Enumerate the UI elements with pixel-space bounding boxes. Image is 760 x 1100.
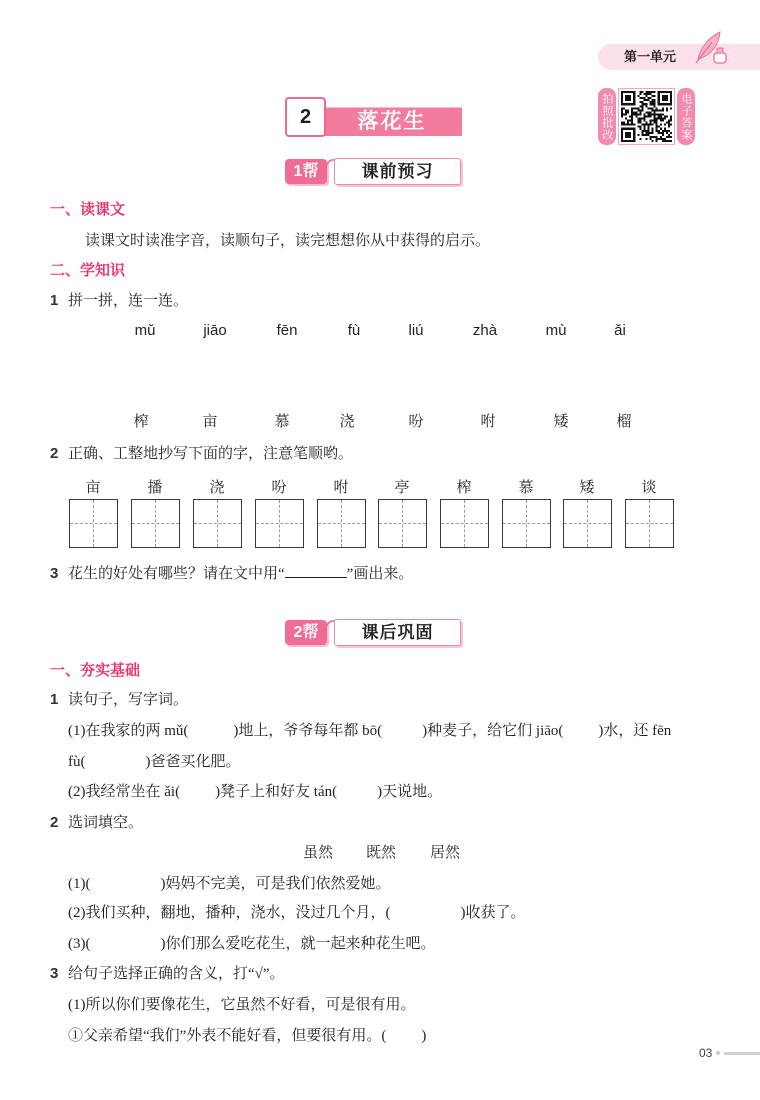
lesson-number: 2	[285, 97, 326, 137]
section1-badge: 1帮	[285, 159, 327, 184]
sentence-part: (2)我经常坐在 ǎi(	[68, 784, 181, 800]
copy-character: 榨	[456, 480, 472, 496]
writing-grid-box	[131, 499, 180, 548]
page-number-rule	[724, 1052, 760, 1055]
section1-part1-heading: 一、读课文	[50, 201, 126, 218]
character-item: 榨	[133, 414, 149, 430]
sentence-part: fù(	[68, 754, 86, 770]
pinyin-item: fù	[347, 322, 361, 339]
fill-item	[68, 874, 391, 894]
question-text: 给句子选择正确的含义，打“√”。	[68, 966, 285, 982]
sentence-part: )种麦子，给它们 jiāo(	[422, 723, 564, 739]
sentence-part: )收获了。	[460, 905, 526, 921]
pinyin-item: ǎi	[614, 322, 626, 339]
writing-grid-box	[255, 499, 304, 548]
sentence-line	[68, 721, 671, 741]
character-item: 矮	[553, 414, 569, 430]
sentence-part: )地上，爷爷每年都 bō(	[233, 723, 383, 739]
quoted-sentence: (1)所以你们要像花生，它虽然不好看，可是很有用。	[68, 997, 416, 1013]
pinyin-item: zhà	[472, 322, 498, 339]
section2-badge: 2帮	[285, 620, 327, 645]
sentence-part: )天说地。	[377, 784, 443, 800]
word-choice: 既然	[366, 845, 397, 861]
sentence-part: )水，还 fēn	[598, 723, 672, 739]
sentence-part: (1)(	[68, 876, 91, 892]
qr-modules	[621, 91, 672, 142]
character-item: 慕	[274, 414, 290, 430]
sentence-part: )妈妈不完美，可是我们依然爱她。	[160, 876, 391, 892]
writing-grid-box	[317, 499, 366, 548]
question-text: 正确、工整地抄写下面的字，注意笔顺哟。	[68, 446, 354, 462]
underline-mark	[285, 564, 347, 578]
qr-code-icon	[621, 91, 672, 142]
section1-part1-text: 读课文时读准字音，读顺句子，读完想想你从中获得的启示。	[85, 233, 491, 249]
sentence-part: (2)我们买种，翻地，播种，浇水，没过几个月，(	[68, 905, 391, 921]
sentence-line	[68, 782, 442, 802]
sentence-part: (1)在我家的两 mǔ(	[68, 723, 189, 739]
section2-title: 课后巩固	[334, 619, 461, 646]
unit-tab	[598, 44, 760, 70]
copy-character: 谈	[641, 480, 657, 496]
sentence-part: )爸爸买化肥。	[145, 754, 241, 770]
character-item: 亩	[202, 414, 218, 430]
writing-grid-box	[625, 499, 674, 548]
qr-code-frame	[618, 88, 675, 145]
option-text: ①父亲希望“我们”外表不能好看，但要很有用。(	[68, 1028, 387, 1044]
copy-character: 矮	[579, 480, 595, 496]
section2-part1-heading: 一、夯实基础	[50, 662, 141, 679]
question-number: 1	[50, 292, 59, 309]
character-item: 浇	[339, 414, 355, 430]
question-number: 3	[50, 965, 59, 982]
pinyin-item: jiāo	[203, 322, 227, 339]
qr-right-label: 电子答案	[677, 88, 695, 145]
unit-tab-label: 第一单元	[624, 49, 677, 64]
word-choice: 居然	[430, 845, 461, 861]
fill-item	[68, 903, 526, 923]
option-item	[68, 1026, 426, 1046]
copy-character: 亭	[394, 480, 410, 496]
character-item: 咐	[480, 414, 496, 430]
writing-grid-box	[378, 499, 427, 548]
question-text-after: ”画出来。	[346, 566, 414, 582]
qr-left-label: 拍照批改	[598, 88, 616, 145]
section1-part2-heading: 二、学知识	[50, 262, 126, 279]
writing-grid-box	[440, 499, 489, 548]
section1-title: 课前预习	[334, 158, 461, 185]
lesson-title: 落花生	[322, 107, 462, 136]
writing-grid-box	[193, 499, 242, 548]
page-number-dot	[716, 1051, 720, 1055]
question-number: 2	[50, 445, 59, 462]
question-text	[68, 564, 413, 584]
sentence-line	[68, 752, 241, 772]
sentence-part: )你们那么爱吃花生，就一起来种花生吧。	[160, 936, 436, 952]
pinyin-item: liú	[408, 322, 424, 339]
question-number: 2	[50, 814, 59, 831]
copy-character: 慕	[518, 480, 534, 496]
pinyin-item: mǔ	[134, 322, 156, 339]
copy-character: 亩	[85, 480, 101, 496]
question-text: 选词填空。	[68, 815, 144, 831]
option-text: )	[421, 1028, 427, 1044]
writing-grid-box	[69, 499, 118, 548]
pinyin-item: fēn	[276, 322, 298, 339]
character-item: 吩	[408, 414, 424, 430]
word-choice: 虽然	[303, 845, 334, 861]
question-number: 1	[50, 691, 59, 708]
sentence-part: (3)(	[68, 936, 91, 952]
copy-character: 吩	[271, 480, 287, 496]
fill-item	[68, 934, 436, 954]
question-text: 拼一拼，连一连。	[68, 293, 189, 309]
character-item: 榴	[616, 414, 632, 430]
page-number: 03	[699, 1046, 713, 1060]
writing-grid-box	[502, 499, 551, 548]
copy-character: 咐	[333, 480, 349, 496]
writing-grid-box	[563, 499, 612, 548]
sentence-part: )凳子上和好友 tán(	[215, 784, 338, 800]
copy-character: 播	[147, 480, 163, 496]
question-text-before: 花生的好处有哪些？请在文中用“	[68, 566, 285, 582]
pinyin-item: mù	[545, 322, 567, 339]
ink-bottle-icon	[712, 46, 728, 64]
question-number: 3	[50, 565, 59, 582]
question-text: 读句子，写字词。	[68, 692, 189, 708]
copy-character: 浇	[209, 480, 225, 496]
